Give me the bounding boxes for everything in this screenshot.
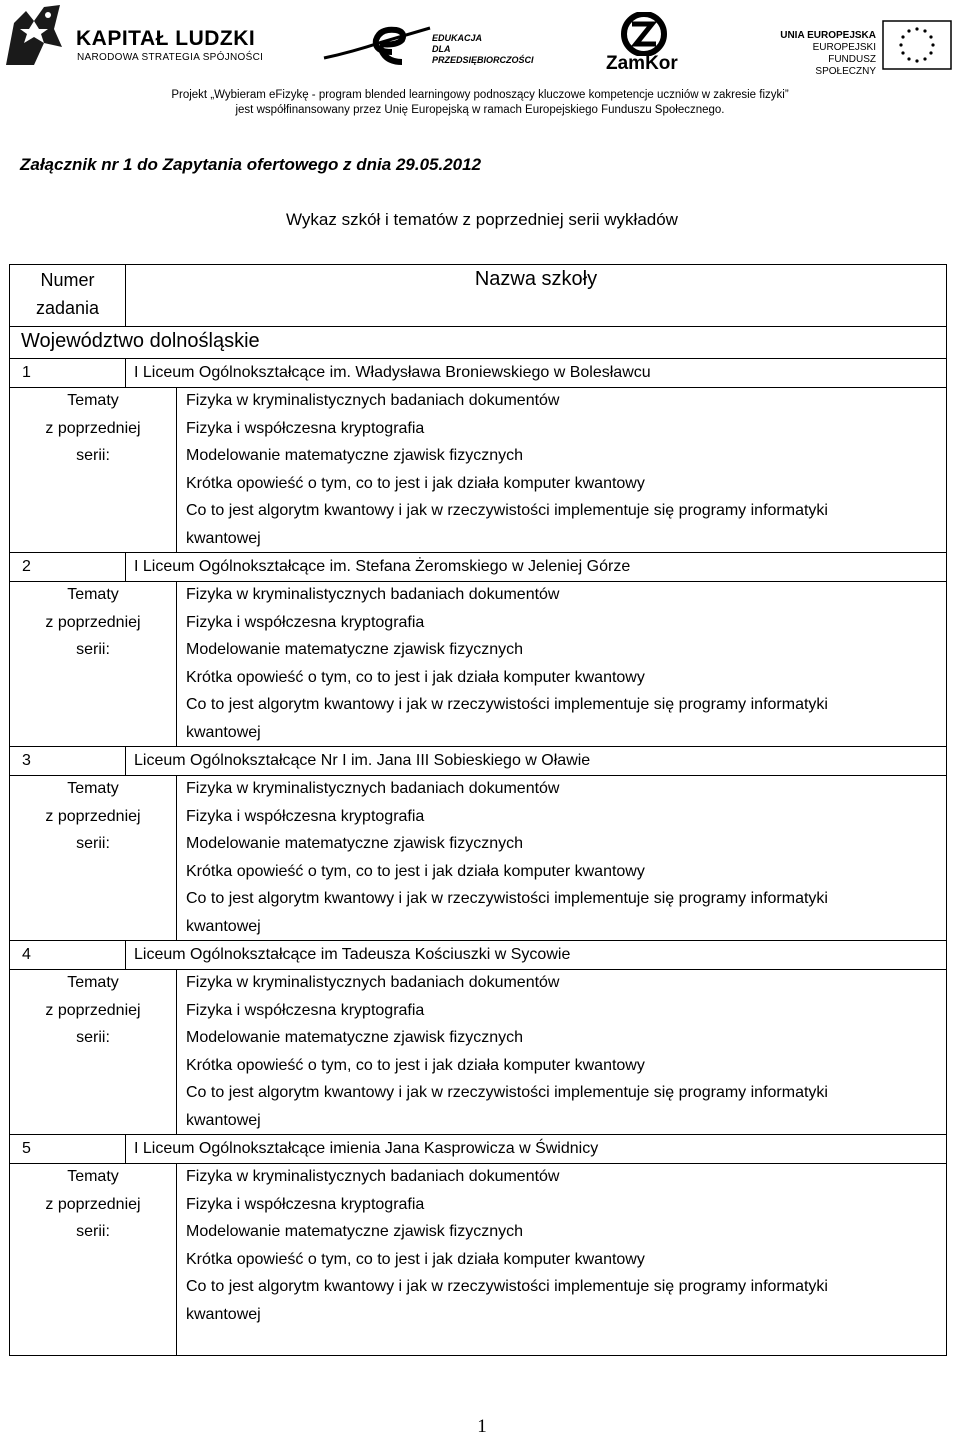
topics-list [186, 969, 931, 1134]
topic-item: Co to jest algorytm kwantowy i jak w rzeczywistości implementuje się programy informatyki [186, 502, 828, 519]
topic-item: Fizyka i współczesna kryptografia [186, 1001, 425, 1019]
school-name: Liceum Ogólnokształcące Nr I im. Jana III Sobieskiego w Oławie [134, 752, 591, 769]
topics-list [186, 1163, 931, 1328]
topic-item: Krótka opowieść o tym, co to jest i jak działa komputer kwantowy [186, 474, 645, 492]
topics-label [10, 581, 176, 664]
school-row [10, 1135, 946, 1164]
topics-list [186, 581, 931, 746]
header-school-name: Nazwa szkoły [474, 268, 598, 290]
school-row [10, 941, 946, 970]
kapital-ludzki-logo-icon [4, 3, 64, 67]
topics-label-line2: z poprzedniej [45, 419, 141, 437]
header-task-number-line2: zadania [35, 298, 100, 318]
school-row [10, 553, 946, 582]
topics-block [10, 581, 946, 747]
topic-item: Fizyka i współczesna kryptografia [186, 807, 425, 825]
topic-item: Fizyka w kryminalistycznych badaniach dokumentów [186, 780, 560, 797]
topic-item: Fizyka i współczesna kryptografia [186, 1195, 425, 1213]
topics-label [10, 387, 176, 470]
topics-label-line1: Tematy [67, 586, 119, 603]
school-number: 2 [22, 558, 31, 575]
school-row [10, 359, 946, 388]
header-task-number [10, 265, 126, 327]
topics-label-line3: serii: [76, 641, 110, 658]
schools-table [9, 264, 947, 1356]
topic-item: Modelowanie matematyczne zjawisk fizycznych [186, 1223, 524, 1240]
topic-item: Krótka opowieść o tym, co to jest i jak działa komputer kwantowy [186, 1056, 645, 1074]
school-name: Liceum Ogólnokształcące im Tadeusza Kościuszki w Sycowie [134, 946, 571, 963]
school-number: 5 [22, 1140, 31, 1157]
ue-line2: EUROPEJSKI [812, 42, 876, 53]
topic-item: Fizyka i współczesna kryptografia [186, 613, 425, 631]
topic-item: kwantowej [186, 529, 261, 547]
topics-label-line2: z poprzedniej [45, 613, 141, 631]
topics-label-line2: z poprzedniej [45, 1001, 141, 1019]
topics-label-line3: serii: [76, 835, 110, 852]
ue-line1: UNIA EUROPEJSKA [780, 30, 876, 41]
topic-item: kwantowej [186, 723, 261, 741]
topic-item: Fizyka w kryminalistycznych badaniach dokumentów [186, 586, 560, 603]
topics-label-line2: z poprzedniej [45, 1195, 141, 1213]
school-number: 3 [22, 752, 31, 769]
topic-item: Fizyka w kryminalistycznych badaniach dokumentów [186, 1168, 560, 1185]
topics-block [10, 775, 946, 941]
page-number: 1 [477, 1416, 487, 1437]
edukacja-line2: DLA [432, 44, 451, 54]
topics-label-line1: Tematy [67, 780, 119, 797]
ue-text [780, 30, 876, 78]
topics-label-line3: serii: [76, 1223, 110, 1240]
topics-label [10, 969, 176, 1052]
topics-label [10, 775, 176, 858]
topic-item: kwantowej [186, 1111, 261, 1129]
topic-item: kwantowej [186, 1305, 261, 1323]
topic-item: Co to jest algorytm kwantowy i jak w rzeczywistości implementuje się programy informatyki [186, 1278, 828, 1295]
topics-label-line2: z poprzedniej [45, 807, 141, 825]
kapital-ludzki-title: KAPITAŁ LUDZKI [76, 27, 256, 50]
zamkor-logo-icon [618, 12, 670, 56]
topic-item: Krótka opowieść o tym, co to jest i jak działa komputer kwantowy [186, 1250, 645, 1268]
project-line-1: Projekt „Wybieram eFizykę - program blended learningowy podnoszący kluczowe kompetencje uczniów w zakresie fizyki” [171, 89, 789, 101]
topic-item: Modelowanie matematyczne zjawisk fizycznych [186, 447, 524, 464]
topics-label [10, 1163, 176, 1246]
topics-label-line1: Tematy [67, 1168, 119, 1185]
topic-item: Co to jest algorytm kwantowy i jak w rzeczywistości implementuje się programy informatyki [186, 1084, 828, 1101]
topics-block [10, 387, 946, 553]
table-header-row [10, 265, 946, 327]
school-row [10, 747, 946, 776]
region-row: Województwo dolnośląskie [10, 326, 946, 359]
ue-line3: FUNDUSZ SPOŁECZNY [815, 54, 876, 77]
school-name: I Liceum Ogólnokształcące im. Władysława Broniewskiego w Bolesławcu [134, 364, 651, 381]
edukacja-logo-icon [322, 22, 432, 72]
header-logos [0, 0, 960, 125]
topics-label-line3: serii: [76, 1029, 110, 1046]
topic-item: Modelowanie matematyczne zjawisk fizycznych [186, 641, 524, 658]
header-task-number-line1: Numer [40, 270, 95, 290]
topic-item: Co to jest algorytm kwantowy i jak w rzeczywistości implementuje się programy informatyki [186, 696, 828, 713]
school-name: I Liceum Ogólnokształcące imienia Jana Kasprowicza w Świdnicy [134, 1140, 599, 1157]
topic-item: Fizyka i współczesna kryptografia [186, 419, 425, 437]
eu-flag-icon [882, 20, 952, 70]
edukacja-text [432, 33, 534, 66]
school-number: 1 [22, 364, 31, 381]
annex-title: Załącznik nr 1 do Zapytania ofertowego z dnia 29.05.2012 [20, 155, 482, 174]
topic-item: Modelowanie matematyczne zjawisk fizycznych [186, 1029, 524, 1046]
topics-list [186, 387, 931, 552]
kapital-ludzki-subtitle: NARODOWA STRATEGIA SPÓJNOŚCI [77, 52, 264, 63]
topic-item: Modelowanie matematyczne zjawisk fizycznych [186, 835, 524, 852]
topics-block [10, 969, 946, 1135]
topics-list [186, 775, 931, 940]
list-title: Wykaz szkół i tematów z poprzedniej serii wykładów [286, 210, 678, 229]
edukacja-line1: EDUKACJA [432, 33, 483, 43]
topics-label-line3: serii: [76, 447, 110, 464]
topic-item: Fizyka w kryminalistycznych badaniach dokumentów [186, 974, 560, 991]
topics-label-line1: Tematy [67, 392, 119, 409]
school-name: I Liceum Ogólnokształcące im. Stefana Żeromskiego w Jeleniej Górze [134, 558, 631, 575]
edukacja-line3: PRZEDSIĘBIORCZOŚCI [432, 55, 534, 65]
topics-label-line1: Tematy [67, 974, 119, 991]
project-line-2: jest współfinansowany przez Unię Europejską w ramach Europejskiego Funduszu Społecznego. [235, 104, 725, 116]
topic-item: kwantowej [186, 917, 261, 935]
topic-item: Krótka opowieść o tym, co to jest i jak działa komputer kwantowy [186, 668, 645, 686]
topic-item: Krótka opowieść o tym, co to jest i jak działa komputer kwantowy [186, 862, 645, 880]
topics-block [10, 1163, 946, 1355]
topic-item: Co to jest algorytm kwantowy i jak w rzeczywistości implementuje się programy informatyki [186, 890, 828, 907]
zamkor-text: ZamKor [606, 53, 678, 74]
topic-item: Fizyka w kryminalistycznych badaniach dokumentów [186, 392, 560, 409]
school-number: 4 [22, 946, 31, 963]
